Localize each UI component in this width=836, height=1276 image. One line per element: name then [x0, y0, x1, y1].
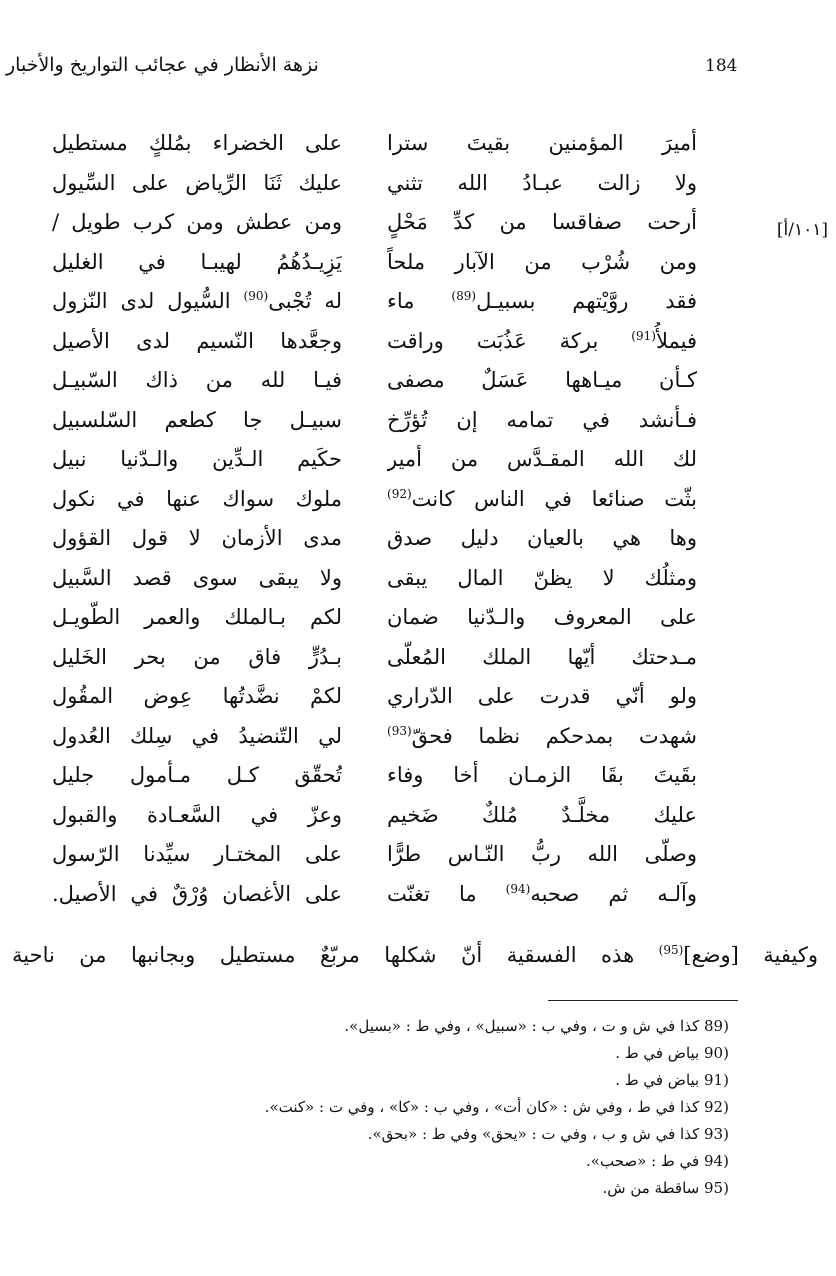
verse-first-hemistich: [387, 559, 697, 597]
hemistich-text: له تُجْبى: [268, 289, 342, 313]
footnote: [150, 1013, 740, 1040]
hemistich-text: على الأغصان وُرْقٌ في الأصيل.: [52, 881, 342, 906]
hemistich-text-after: بركة عَذُبَت وراقت: [387, 328, 632, 353]
verse-line: [52, 282, 697, 320]
footnote: [150, 1094, 740, 1121]
hemistich-text: فيـا لله من ذاك السّبيـل: [52, 368, 342, 392]
prose-text-before: وكيفية [وضع]: [683, 943, 818, 967]
verse-second-hemistich: [52, 677, 342, 715]
verse-line: [52, 164, 697, 202]
verse-line: [52, 717, 697, 755]
footnote-mark: (92): [387, 486, 412, 501]
verse-first-hemistich: [387, 361, 697, 399]
hemistich-text: ومثلُك لا يظنّ المال يبقى: [387, 565, 697, 590]
verse-second-hemistich: [52, 717, 342, 755]
hemistich-text: لكم بـالملك والعمر الطّويـل: [52, 605, 342, 629]
hemistich-text: عليك ثَنَا الرِّياض على السِّيول: [52, 170, 342, 195]
verse-line: [52, 401, 697, 439]
verse-first-hemistich: [387, 243, 697, 281]
verse-first-hemistich: [387, 796, 697, 834]
verse-line: [52, 835, 697, 873]
hemistich-text: لك الله المقـدَّس من أمير: [387, 447, 697, 471]
verse-second-hemistich: [52, 638, 342, 676]
prose-footnote-mark: (95): [658, 943, 684, 957]
footnote-number: 89): [704, 1017, 729, 1035]
verse-line: [52, 519, 697, 557]
footnote-text: ساقطة من ش.: [602, 1179, 700, 1197]
verse-second-hemistich: [52, 835, 342, 873]
page-number: 184: [705, 56, 738, 76]
verse-second-hemistich: [52, 124, 342, 162]
hemistich-text: وصلّى الله ربُّ النّـاس طرًّا: [387, 842, 697, 866]
hemistich-text-after: ما تغنّت: [387, 881, 506, 906]
running-header-title: نزهة الأنظار في عجائب التواريخ والأخبار: [6, 54, 319, 76]
footnote-text: كذا في ط ، وفي ش : «كان أت» ، وفي ب : «كا» ، وفي ت : «كنت».: [264, 1098, 700, 1116]
hemistich-text: بقَيتَ بقَا الزمـان أخا وفاء: [387, 763, 697, 787]
hemistich-text: ولا زالت عبـادُ الله تثني: [387, 170, 697, 195]
verse-first-hemistich: [387, 638, 697, 676]
verse-first-hemistich: [387, 322, 697, 360]
verse-second-hemistich: [52, 440, 342, 478]
hemistich-text: بثّت صنائعا في الناس كانت: [411, 486, 697, 511]
hemistich-text: وجعَّدها النّسيم لدى الأصيل: [52, 328, 342, 353]
footnote-text: كذا في ش و ت ، وفي ب : «سبيل» ، وفي ط : «بسيل».: [344, 1017, 700, 1035]
hemistich-text: على المختـار سيِّدنا الرّسول: [52, 842, 342, 866]
verse-second-hemistich: [52, 598, 342, 636]
footnote-number: 94): [704, 1152, 729, 1170]
footnote-mark: (90): [243, 289, 269, 303]
verse-line: [52, 638, 697, 676]
verse-line: [52, 559, 697, 597]
hemistich-text: فـأنشد في تمامه إن تُؤرِّخ: [387, 407, 697, 432]
verse-second-hemistich: [52, 282, 342, 320]
verse-second-hemistich: [52, 243, 342, 281]
hemistich-text: لكمْ نضَّدتُها عِوض المقُول: [52, 684, 342, 708]
verse-line: [52, 756, 697, 794]
hemistich-text: وآلـه ثم صحبه: [530, 881, 697, 906]
verse-second-hemistich: [52, 559, 342, 597]
footnote-mark: (94): [505, 881, 531, 896]
hemistich-text: ملوك سواك عنها في نكول: [52, 486, 342, 511]
footnote-number: 91): [704, 1071, 729, 1089]
prose-paragraph: [12, 930, 818, 970]
verse-first-hemistich: [387, 440, 697, 478]
verse-second-hemistich: [52, 756, 342, 794]
hemistich-text: عليك مخلَّـدٌ مُلكٌ ضَخيم: [387, 802, 697, 827]
hemistich-text: ولو أنّي قدرت على الدّراري: [387, 684, 697, 708]
hemistich-text: فقد روَّيْتهم بسبيـل: [476, 289, 697, 313]
verse-line: [52, 440, 697, 478]
hemistich-text: شهدت بمدحكم نظما فحقّ: [411, 723, 697, 748]
footnote-number: 90): [704, 1044, 729, 1062]
verse-first-hemistich: [387, 203, 697, 241]
hemistich-text: أميرَ المؤمنين بقيتَ سترا: [387, 131, 697, 155]
footnote-separator: [548, 1000, 738, 1001]
footnote-text: كذا في ش و ب ، وفي ت : «يحق» وفي ط : «بحق».: [367, 1125, 700, 1143]
hemistich-text: بـدُرٍّ فاق من بحر الخَليل: [52, 644, 342, 669]
verse-line: [52, 598, 697, 636]
verse-second-hemistich: [52, 480, 342, 518]
hemistich-text: كـأن ميـاهها عَسَلٌ مصفى: [387, 368, 697, 392]
hemistich-text: يَزِيـدُهُمُ لهيبـا في الغليل: [52, 249, 342, 274]
verse-line: [52, 203, 697, 241]
hemistich-text: مدى الأزمان لا قول القؤول: [52, 526, 342, 550]
verse-line: [52, 875, 697, 913]
footnote-text: في ط : «صحب».: [586, 1152, 700, 1170]
verse-first-hemistich: [387, 164, 697, 202]
hemistich-text: وها هي بالعيان دليل صدق: [387, 526, 697, 550]
hemistich-text: لي التّنضيدُ في سِلك العُدول: [52, 723, 342, 748]
footnote-number: 95): [704, 1179, 729, 1197]
verse-second-hemistich: [52, 519, 342, 557]
hemistich-text: سبيـل جا كطعم السّلسبيل: [52, 407, 342, 432]
hemistich-text: وعزّ في السَّعـادة والقبول: [52, 802, 342, 827]
hemistich-text: مـدحتك أيّها الملك المُعلّى: [387, 644, 697, 669]
verse-line: [52, 677, 697, 715]
verse-line: [52, 124, 697, 162]
verse-line: [52, 322, 697, 360]
footnote: [150, 1148, 740, 1175]
hemistich-text: على المعروف والـدّنيا ضمان: [387, 605, 697, 629]
hemistich-text-after: ماء: [387, 289, 452, 313]
verse-first-hemistich: [387, 401, 697, 439]
hemistich-text: حكَيم الـدِّين والـدّنيا نبيل: [52, 447, 342, 471]
verse-first-hemistich: [387, 756, 697, 794]
footnote: [150, 1121, 740, 1148]
poem: [52, 124, 697, 914]
verse-line: [52, 480, 697, 518]
verse-first-hemistich: [387, 677, 697, 715]
manuscript-folio-reference: [١٠١/أ]: [776, 220, 828, 240]
footnote-number: 92): [704, 1098, 729, 1116]
verse-first-hemistich: [387, 875, 697, 913]
verse-first-hemistich: [387, 717, 697, 755]
verse-first-hemistich: [387, 282, 697, 320]
verse-line: [52, 796, 697, 834]
verse-second-hemistich: [52, 875, 342, 913]
verse-second-hemistich: [52, 796, 342, 834]
verse-line: [52, 243, 697, 281]
hemistich-text: ومن شُرْب من الآبار ملحاً: [387, 249, 697, 274]
verse-first-hemistich: [387, 598, 697, 636]
footnote-mark: (89): [451, 289, 477, 303]
hemistich-text-after: السُّيول لدى النّزول: [52, 289, 244, 313]
hemistich-text: فيملأُ: [655, 328, 697, 353]
footnote: [150, 1175, 740, 1202]
verse-first-hemistich: [387, 480, 697, 518]
verse-second-hemistich: [52, 401, 342, 439]
hemistich-text: تُحقّق كـل مـأمول جليل: [52, 763, 342, 787]
hemistich-text: على الخضراء بمُلكٍ مستطيل: [52, 131, 342, 155]
prose-text-after: هذه الفسقية أنّ شكلها مربّعٌ مستطيل وبجانبها من ناحية: [12, 943, 659, 967]
verse-first-hemistich: [387, 519, 697, 557]
footnote-number: 93): [704, 1125, 729, 1143]
footnotes: [150, 1013, 740, 1202]
verse-second-hemistich: [52, 361, 342, 399]
verse-line: [52, 361, 697, 399]
verse-second-hemistich: [52, 322, 342, 360]
verse-second-hemistich: [52, 203, 342, 241]
verse-first-hemistich: [387, 124, 697, 162]
footnote-text: بياض في ط .: [615, 1044, 700, 1062]
footnote: [150, 1067, 740, 1094]
footnote-mark: (93): [387, 723, 412, 738]
footnote: [150, 1040, 740, 1067]
verse-first-hemistich: [387, 835, 697, 873]
hemistich-text: ولا يبقى سوى قصد السَّبيل: [52, 565, 342, 590]
footnote-text: بياض في ط .: [615, 1071, 700, 1089]
hemistich-text: ومن عطش ومن كرب طويل /: [52, 210, 342, 234]
hemistich-text: أرحت صفاقسا من كدِّ مَحْلٍ: [387, 210, 697, 234]
verse-second-hemistich: [52, 164, 342, 202]
footnote-mark: (91): [631, 328, 656, 343]
